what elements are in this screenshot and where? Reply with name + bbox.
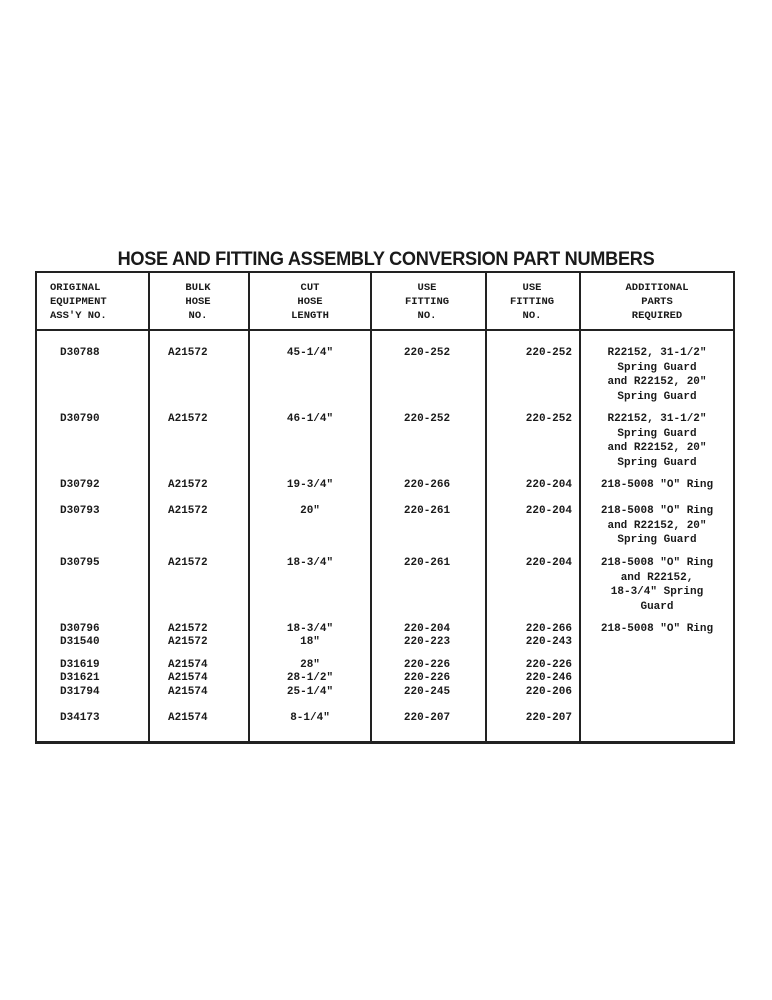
header-bulk-hose-no: BULK HOSE NO. xyxy=(185,282,211,322)
cell-use-fitting-no-1: 220-207 xyxy=(403,712,451,724)
cell-original-assy-no: D30788 xyxy=(60,347,100,359)
cell-use-fitting-no-1: 220-252 xyxy=(403,347,451,359)
cell-bulk-hose-no: A21574 xyxy=(168,686,208,698)
cell-use-fitting-no-2: 220-226 xyxy=(525,659,572,671)
cell-cut-hose-length: 18" xyxy=(300,636,320,648)
header-cut-hose-length: CUT HOSE LENGTH xyxy=(291,282,329,322)
cell-bulk-hose-no: A21572 xyxy=(168,636,208,648)
cell-bulk-hose-no: A21574 xyxy=(168,712,208,724)
cell-original-assy-no: D30793 xyxy=(60,505,100,517)
cell-original-assy-no: D31794 xyxy=(60,686,100,698)
cell-additional-parts: 218-5008 "O" Ring xyxy=(600,623,714,635)
cell-bulk-hose-no: A21572 xyxy=(168,347,208,359)
cell-bulk-hose-no: A21572 xyxy=(168,505,208,517)
column-divider xyxy=(148,271,150,744)
cell-use-fitting-no-1: 220-226 xyxy=(403,659,451,671)
cell-bulk-hose-no: A21572 xyxy=(168,413,208,425)
cell-bulk-hose-no: A21572 xyxy=(168,623,208,635)
cell-original-assy-no: D30790 xyxy=(60,413,100,425)
cell-cut-hose-length: 8-1/4" xyxy=(290,712,330,724)
cell-use-fitting-no-1: 220-223 xyxy=(403,636,451,648)
cell-use-fitting-no-1: 220-261 xyxy=(403,557,451,569)
header-additional-parts: ADDITIONAL PARTS REQUIRED xyxy=(625,282,689,322)
cell-use-fitting-no-2: 220-246 xyxy=(525,672,572,684)
cell-additional-parts: 218-5008 "O" Ring and R22152, 18-3/4" Spring Guard xyxy=(600,557,714,613)
cell-bulk-hose-no: A21574 xyxy=(168,659,208,671)
cell-use-fitting-no-1: 220-261 xyxy=(403,505,451,517)
cell-bulk-hose-no: A21572 xyxy=(168,479,208,491)
cell-original-assy-no: D31621 xyxy=(60,672,100,684)
cell-use-fitting-no-2: 220-243 xyxy=(525,636,572,648)
cell-use-fitting-no-2: 220-204 xyxy=(525,505,572,517)
cell-cut-hose-length: 18-3/4" xyxy=(286,557,334,569)
cell-original-assy-no: D34173 xyxy=(60,712,100,724)
cell-use-fitting-no-2: 220-266 xyxy=(525,623,572,635)
cell-use-fitting-no-2: 220-207 xyxy=(525,712,572,724)
cell-use-fitting-no-1: 220-252 xyxy=(403,413,451,425)
column-divider xyxy=(579,271,581,744)
cell-original-assy-no: D31540 xyxy=(60,636,100,648)
cell-original-assy-no: D30796 xyxy=(60,623,100,635)
cell-use-fitting-no-2: 220-252 xyxy=(525,413,572,425)
cell-use-fitting-no-2: 220-252 xyxy=(525,347,572,359)
cell-use-fitting-no-1: 220-226 xyxy=(403,672,451,684)
cell-cut-hose-length: 18-3/4" xyxy=(286,623,334,635)
cell-original-assy-no: D31619 xyxy=(60,659,100,671)
cell-additional-parts: 218-5008 "O" Ring xyxy=(600,479,714,491)
cell-cut-hose-length: 46-1/4" xyxy=(286,413,334,425)
cell-cut-hose-length: 19-3/4" xyxy=(286,479,334,491)
cell-cut-hose-length: 25-1/4" xyxy=(286,686,334,698)
header-use-fitting-no-1: USE FITTING NO. xyxy=(404,282,450,322)
cell-use-fitting-no-2: 220-206 xyxy=(525,686,572,698)
cell-use-fitting-no-1: 220-266 xyxy=(403,479,451,491)
cell-use-fitting-no-1: 220-245 xyxy=(403,686,451,698)
header-divider xyxy=(35,329,735,331)
cell-bulk-hose-no: A21572 xyxy=(168,557,208,569)
header-original-assy-no: ORIGINAL EQUIPMENT ASS'Y NO. xyxy=(50,282,107,322)
page-title: HOSE AND FITTING ASSEMBLY CONVERSION PART NUMBERS xyxy=(117,248,655,270)
cell-additional-parts: R22152, 31-1/2" Spring Guard and R22152, 20" Spring Guard xyxy=(607,413,707,469)
cell-use-fitting-no-2: 220-204 xyxy=(525,557,572,569)
cell-original-assy-no: D30795 xyxy=(60,557,100,569)
cell-cut-hose-length: 28-1/2" xyxy=(286,672,334,684)
cell-original-assy-no: D30792 xyxy=(60,479,100,491)
cell-cut-hose-length: 28" xyxy=(300,659,320,671)
header-use-fitting-no-2: USE FITTING NO. xyxy=(509,282,555,322)
cell-use-fitting-no-2: 220-204 xyxy=(525,479,572,491)
cell-cut-hose-length: 20" xyxy=(300,505,320,517)
cell-use-fitting-no-1: 220-204 xyxy=(403,623,451,635)
cell-cut-hose-length: 45-1/4" xyxy=(286,347,334,359)
cell-additional-parts: R22152, 31-1/2" Spring Guard and R22152, 20" Spring Guard xyxy=(607,347,707,403)
cell-additional-parts: 218-5008 "O" Ring and R22152, 20" Spring Guard xyxy=(600,505,714,546)
cell-bulk-hose-no: A21574 xyxy=(168,672,208,684)
